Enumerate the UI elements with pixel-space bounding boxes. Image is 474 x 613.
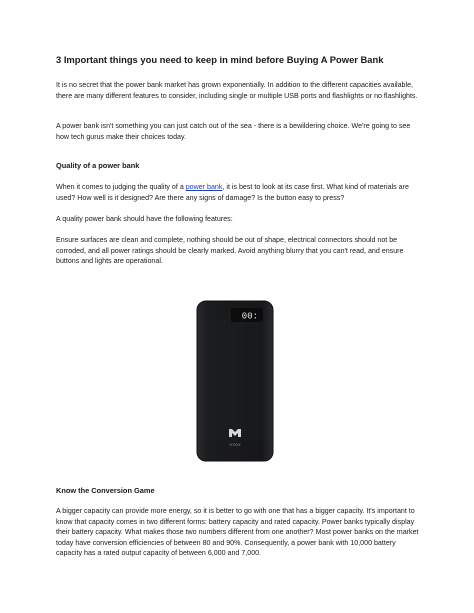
- power-bank-display-text: 00:: [241, 311, 258, 322]
- power-bank-image: [196, 300, 274, 462]
- quality-paragraph-2: A quality power bank should have the following features:: [56, 215, 233, 223]
- quality-paragraph-1-start: When it comes to judging the quality of a: [56, 183, 186, 191]
- power-bank-logo-text: IYOOX: [229, 443, 241, 447]
- intro-paragraph-1: It is no secret that the power bank market has grown exponentially. In addition to the different capacities available, there are many different features to consider, including single or multiple USB ports and flashlights or no flashlights.: [56, 81, 418, 100]
- conversion-heading: Know the Conversion Game: [56, 486, 155, 495]
- intro-paragraph-2: A power bank isn't something you can just catch out of the sea - there is a bewildering choice. We're going to see how tech gurus make their choices today.: [56, 122, 411, 141]
- conversion-paragraph-1: A bigger capacity can provide more energy, so it is better to go with one that has a bigger capacity. It's important to know that capacity comes in two different forms: battery capacity and rated capacity. Power banks typically display their battery capacity. What makes those two numbers different from one another? Most power banks on the market today have conversion efficiencies of between 80 and 90%. Consequently, a power bank with 10,000 battery capacity has a rated output capacity of between 6,000 and 7,000.: [56, 507, 419, 558]
- quality-heading: Quality of a power bank: [56, 161, 140, 170]
- quality-paragraph-1-end: , it is best to look at its case first. What kind of materials are used? How well is it designed? Are there any signs of damage? Is the button easy to press?: [56, 183, 409, 202]
- quality-paragraph-1: [56, 182, 422, 203]
- quality-paragraph-3: Ensure surfaces are clean and complete, nothing should be out of shape, electrical connectors should not be corroded, and all power ratings should be clearly marked. Avoid anything blurry that you can't read, and ensure buttons and lights are operational.: [56, 236, 404, 266]
- power-bank-link[interactable]: power bank: [185, 183, 223, 191]
- page-title: 3 Important things you need to keep in mind before Buying A Power Bank: [56, 54, 384, 65]
- power-bank-illustration: [196, 300, 274, 462]
